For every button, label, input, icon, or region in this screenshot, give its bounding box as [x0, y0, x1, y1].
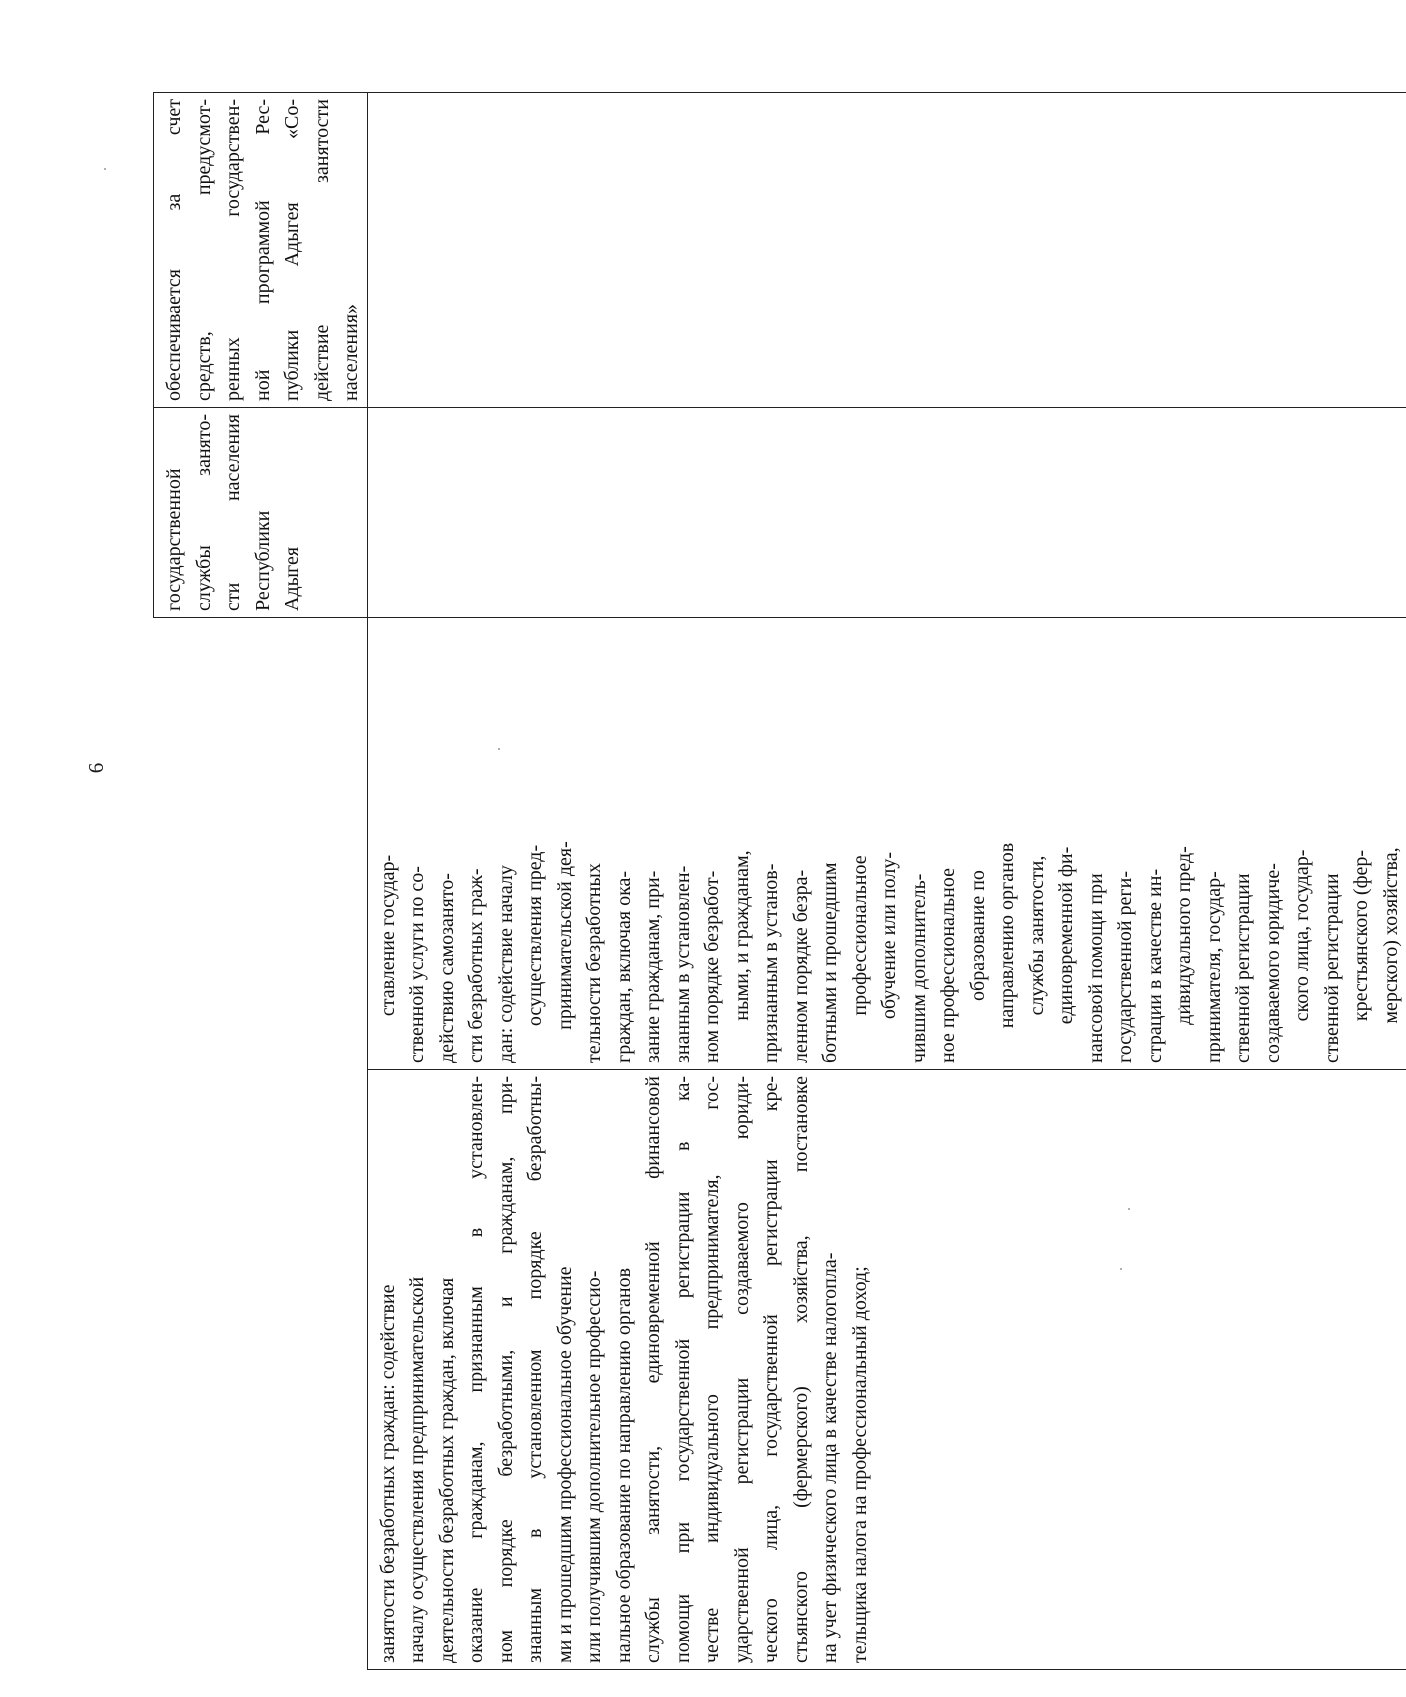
text-line: ударственной регистрации создаваемого юриди-: [730, 1076, 753, 1663]
page-number: 6: [84, 762, 108, 774]
table-cell-empty: [367, 408, 1406, 618]
text-line: государственной реги-: [1114, 871, 1136, 1063]
text-line: сти безработных граж-: [465, 868, 487, 1063]
text-line: службы занято-: [192, 414, 215, 611]
table-cell-financing: [154, 93, 368, 408]
text-line: крестьянского (фер-: [1350, 849, 1372, 1022]
text-line: ми и прошедшим профессиональное обучение: [553, 1266, 576, 1663]
text-line: чившим дополнитель-: [907, 873, 930, 1063]
text-line: ренных государствен-: [222, 99, 244, 401]
text-line: публики Адыгея «Со-: [281, 99, 303, 401]
text-line: стьянского (фермерского) хозяйства, постановке: [789, 1076, 812, 1663]
text-line: ставление государ-: [376, 854, 399, 1017]
text-line: ческого лица, государственной регистрации кре-: [760, 1076, 782, 1663]
text-line: ленном порядке безра-: [789, 869, 812, 1063]
text-line: тельности безработных: [583, 863, 605, 1063]
table-cell-service: [367, 618, 1406, 1070]
text-line: ном порядке безработными, и гражданам, при-: [494, 1076, 517, 1663]
table-cell-description: [367, 1070, 1406, 1670]
text-line: средств, предусмот-: [192, 99, 215, 401]
text-line: занятости безработных граждан: содействие: [376, 1284, 399, 1663]
text-line: ном порядке безработ-: [701, 870, 723, 1063]
text-line: дивидуального пред-: [1173, 846, 1195, 1025]
text-line: службы занятости, единовременной финансовой: [642, 1076, 664, 1663]
text-line: на учет физического лица в качестве налогопла-: [819, 1252, 841, 1663]
text-line: ственной услуги по со-: [406, 866, 428, 1063]
scan-speck: [104, 168, 106, 170]
text-line: знанным в установленном порядке безработны-: [524, 1076, 546, 1663]
text-line: Республики: [251, 510, 274, 611]
text-line: сти населения: [222, 414, 244, 611]
text-line: действию самозанято-: [435, 873, 458, 1063]
table-row-top: [154, 93, 368, 1670]
text-line: образование по: [966, 870, 989, 1001]
document-table: [153, 92, 1406, 1670]
text-line: нальное образование по направлению органов: [612, 1267, 635, 1663]
text-line: направлению органов: [996, 842, 1018, 1029]
text-line: Адыгея: [281, 546, 303, 611]
table-cell-empty: [154, 618, 368, 1670]
text-line: ное профессиональное: [937, 868, 959, 1063]
text-line: службы занятости,: [1025, 855, 1048, 1016]
text-line: зание гражданам, при-: [642, 870, 664, 1063]
text-line: началу осуществления предпринимательской: [406, 1276, 428, 1663]
text-line: обеспечивается за счет: [163, 99, 185, 401]
text-line: ботными и прошедшим: [819, 862, 841, 1063]
text-line: нансовой помощи при: [1084, 873, 1107, 1063]
text-line: населения»: [340, 303, 362, 401]
text-line: ственной регистрации: [1320, 873, 1343, 1063]
text-line: тельщика налога на профессиональный доход;: [848, 1266, 871, 1663]
text-line: обучение или полу-: [878, 851, 900, 1020]
rotated-page-content: [153, 93, 1402, 1670]
text-line: дан: содействие началу: [494, 865, 517, 1063]
table-row-main: [367, 93, 1406, 1670]
text-line: ными, и гражданам,: [730, 850, 753, 1021]
text-line: признанным в установ-: [760, 863, 782, 1063]
text-line: деятельности безработных граждан, включая: [435, 1277, 458, 1663]
text-line: профессиональное: [848, 855, 871, 1016]
table-cell-department: [154, 408, 368, 618]
text-line: оказание гражданам, признанным в установлен-: [465, 1076, 487, 1663]
text-line: знанным в установлен-: [671, 865, 694, 1063]
text-line: принимателя, государ-: [1202, 871, 1225, 1063]
text-line: ского лица, государ-: [1291, 849, 1313, 1022]
text-line: осуществления пред-: [524, 844, 546, 1027]
table-cell-empty: [367, 93, 1406, 408]
text-line: действие занятости: [310, 99, 333, 401]
text-line: мерского) хозяйства,: [1379, 847, 1402, 1024]
text-line: государственной: [163, 468, 185, 611]
text-line: или получившим дополнительное профессио-: [583, 1270, 605, 1663]
text-line: ственной регистрации: [1232, 873, 1254, 1063]
text-line: принимательской дея-: [553, 841, 576, 1030]
text-line: честве индивидуального предпринимателя, гос-: [701, 1076, 723, 1663]
text-line: граждан, включая ока-: [612, 870, 635, 1063]
text-line: страции в качестве ин-: [1143, 868, 1166, 1063]
text-line: помощи при государственной регистрации в ка-: [671, 1076, 694, 1663]
text-line: ной программой Рес-: [251, 99, 274, 401]
text-line: единовременной фи-: [1055, 846, 1077, 1025]
text-line: создаваемого юридиче-: [1261, 863, 1284, 1063]
